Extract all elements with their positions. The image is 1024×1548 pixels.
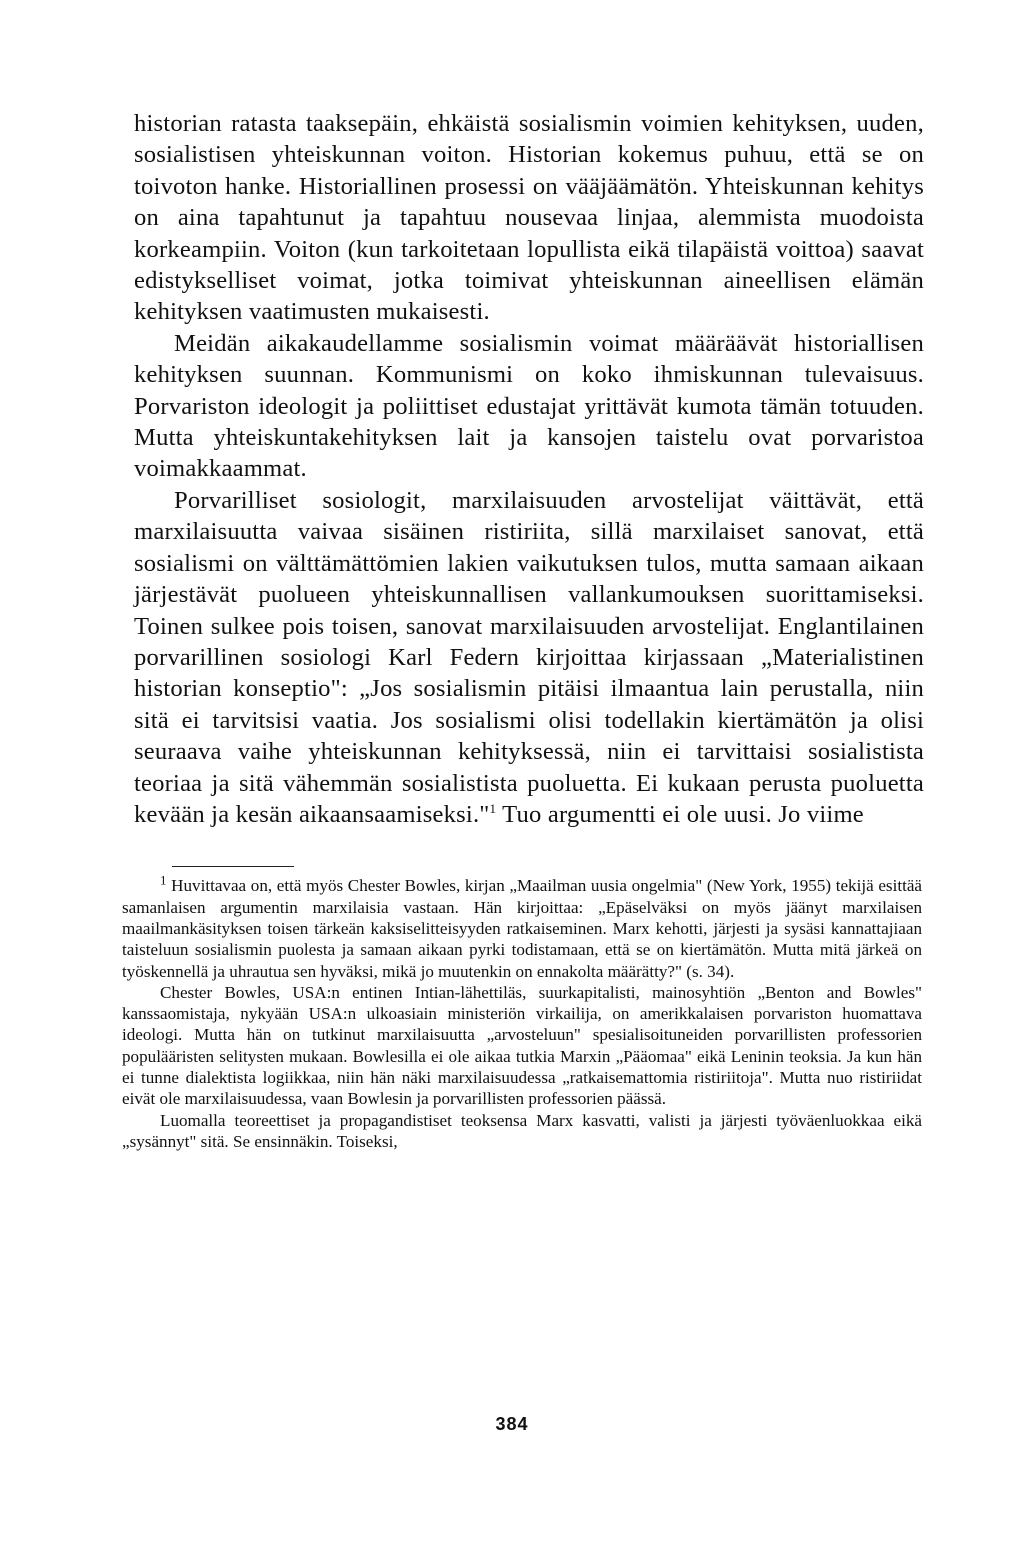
paragraph-3 [134, 485, 924, 830]
footnote-1-paragraph-2-text: Chester Bowles, USA:n entinen Intian-lähettiläs, suurkapitalisti, mainosyhtiön „Benton and Bowles" kanssaomistaja, nykyään USA:n ulkoasiain ministeriön virkailija, on amerikkalaisen porvariston huomattava ideologi. Mutta hän on tutkinut marxilaisuutta „arvosteluun" spesialisoituneiden porvarillisten professorien populääristen selitysten mukaan. Bowlesilla ei ole aikaa tutkia Marxin „Pääomaa" eikä Leninin teoksia. Ja kun hän ei tunne dialektista logiikkaa, niin hän näki marxilaisuudessa „ratkaisemattomia ristiriitoja". Mutta nuo ristiriidat eivät ole marxilaisuudessa, vaan Bowlesin ja porvarillisten professorien päässä. [122, 982, 922, 1109]
footnote-1-paragraph-3 [122, 1110, 922, 1153]
paragraph-2-text: Meidän aikakaudellamme sosialismin voimat määräävät historiallisen kehityksen suunnan. Kommunismi on koko ihmiskunnan tulevaisuus. Porvariston ideologit ja poliittiset edustajat yrittävät kumota tämän totuuden. Mutta yhteiskuntakehityksen lait ja kansojen taistelu ovat porvaristoa voimakkaammat. [134, 329, 924, 483]
page-number: 384 [495, 1414, 529, 1434]
book-page [122, 108, 924, 1152]
footnote-1 [122, 872, 922, 981]
footnote-divider [172, 866, 294, 867]
footnote-marker: 1 [160, 872, 167, 888]
paragraph-1 [134, 108, 924, 328]
footnote-1-text: Huvittavaa on, että myös Chester Bowles, kirjan „Maailman uusia ongelmia" (New York, 1955) tekijä esittää samanlaisen argumentin marxilaisia vastaan. Hän kirjoittaa: „Epäselväksi on myös jäänyt marxilaisen maailmankäsityksen toisen tärkeän kaksiselitteisyyden ratkaiseminen. Marx kehotti, järjesti ja sysäsi kannattajiaan taisteluun sosialismin puolesta ja samaan aikaan pyrki todistamaan, että se on kiertämätön. Mutta mitä järkeä on työskennellä ja uhrautua sen hyväksi, mikä jo muutenkin on ennakolta määrätty?" (s. 34). [122, 876, 922, 981]
footnote-1-paragraph-3-text: Luomalla teoreettiset ja propagandistiset teoksensa Marx kasvatti, valisti ja järjesti työväenluokkaa eikä „sysännyt" sitä. Se ensinnäkin. Toiseksi, [122, 1110, 922, 1151]
paragraph-3-text: Porvarilliset sosiologit, marxilaisuuden arvostelijat väittävät, että marxilaisuutta vaivaa sisäinen ristiriita, sillä marxilaiset sanovat, että sosialismi on välttämättömien lakien vaikutuksen tulos, mutta samaan aikaan järjestävät puolueen yhteiskunnallisen vallankumouksen suorittamiseksi. Toinen sulkee pois toisen, sanovat marxilaisuuden arvostelijat. Englantilainen porvarillinen sosiologi Karl Federn kirjoittaa kirjassaan „Materialistinen historian konseptio": „Jos sosialismin pitäisi ilmaantua lain perustalla, niin sitä ei tarvitsisi vaatia. Jos sosialismi olisi todellakin kiertämätön ja olisi seuraava vaihe yhteiskunnan kehityksessä, niin ei tarvittaisi sosialistista teoriaa ja sitä vähemmän sosialistista puoluetta. Ei kukaan perusta puoluetta kevään ja kesän aikaansaamiseksi." [134, 486, 924, 828]
body-text [134, 108, 924, 830]
footnote-reference: 1 [489, 800, 497, 816]
footnotes [122, 872, 922, 1152]
footnote-1-paragraph-2 [122, 982, 922, 1110]
paragraph-2 [134, 328, 924, 485]
paragraph-3-continuation: Tuo argumentti ei ole uusi. Jo viime [496, 800, 864, 828]
paragraph-1-text: historian ratasta taaksepäin, ehkäistä sosialismin voimien kehityksen, uuden, sosialistisen yhteiskunnan voiton. Historian kokemus puhuu, että se on toivoton hanke. Historiallinen prosessi on vääjäämätön. Yhteiskunnan kehitys on aina tapahtunut ja tapahtuu nousevaa linjaa, alemmista muodoista korkeampiin. Voiton (kun tarkoitetaan lopullista eikä tilapäistä voittoa) saavat edistykselliset voimat, jotka toimivat yhteiskunnan aineellisen elämän kehityksen vaatimusten mukaisesti. [134, 110, 924, 326]
